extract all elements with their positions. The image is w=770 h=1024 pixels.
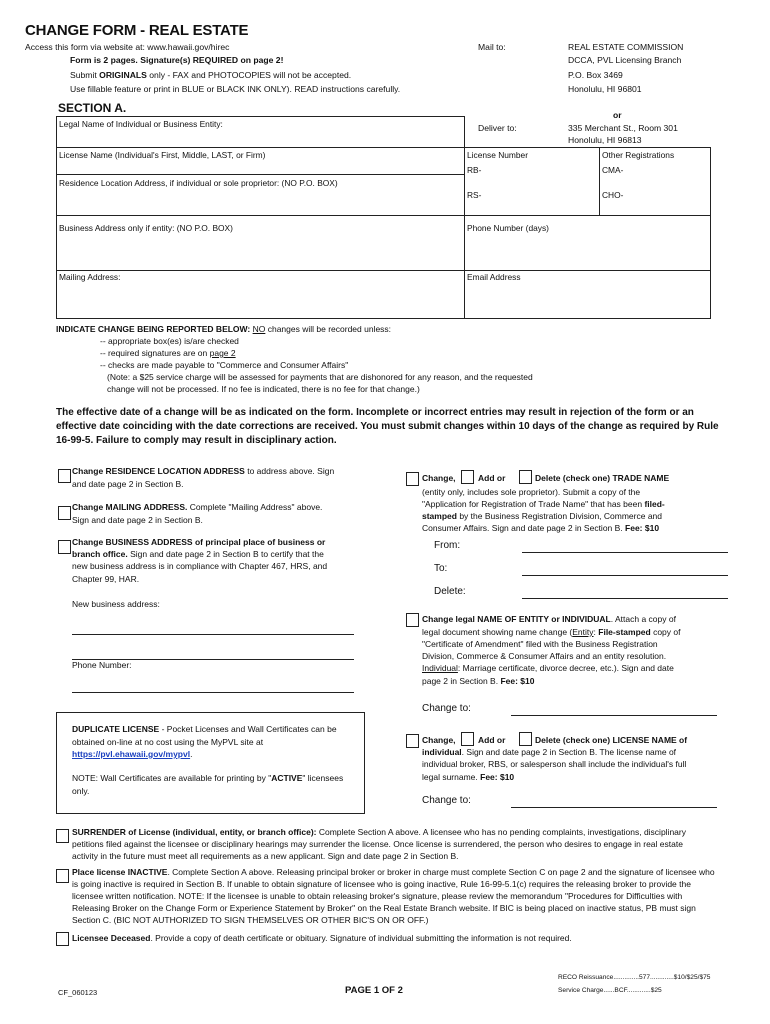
duplicate-license-line: obtained on-line at no cost using the MyPVL site at <box>72 737 264 747</box>
mailing-option-line: Sign and date page 2 in Section B. <box>72 515 203 525</box>
phone-number-label: Phone Number: <box>72 660 132 670</box>
indicate-line: -- required signatures are on page 2 <box>100 348 236 358</box>
inactive-checkbox[interactable] <box>56 869 69 883</box>
mail-line: P.O. Box 3469 <box>568 70 623 80</box>
surrender-line: activity in the future must meet all requirements as a new applicant. Sign and date page 2 in Section B. <box>72 851 459 861</box>
pages-note: Form is 2 pages. Signature(s) REQUIRED on page 2! <box>70 55 284 65</box>
email-label: Email Address <box>467 272 521 282</box>
rs-prefix[interactable]: RS- <box>467 190 482 200</box>
trade-change-label: Change, <box>422 473 456 483</box>
deliver-to-label: Deliver to: <box>478 123 517 133</box>
new-business-line[interactable] <box>72 634 354 635</box>
inactive-line: Section C. (BIC NOT AUTHORIZED TO SIGN THEMSELVES OR OTHER BIC'S ON OR OFF.) <box>72 915 429 925</box>
inactive-line: licensee written notification. NOTE: If the licensee is unable to obtain releasing broker's signature, please review the memorandum "Procedures for Difficulties with <box>72 891 683 901</box>
from-label: From: <box>434 540 461 551</box>
phone-label: Phone Number (days) <box>467 223 549 233</box>
residence-checkbox[interactable] <box>58 469 71 483</box>
wall-cert-note-line: only. <box>72 786 90 796</box>
legal-name-line: "Certificate of Amendment" filed with the Business Registration <box>422 639 658 649</box>
legal-name-line: page 2 in Section B. Fee: $10 <box>422 676 535 686</box>
phone-number-line[interactable] <box>72 692 354 693</box>
deceased-checkbox[interactable] <box>56 932 69 946</box>
access-note: Access this form via website at: www.hawaii.gov/hirec <box>25 42 230 52</box>
mail-line: DCCA, PVL Licensing Branch <box>568 55 682 65</box>
or-label: or <box>613 110 622 120</box>
new-business-label: New business address: <box>72 599 160 609</box>
business-checkbox[interactable] <box>58 540 71 554</box>
residence-option: Change RESIDENCE LOCATION ADDRESS to address above. Sign <box>72 466 335 476</box>
business-option: Change BUSINESS ADDRESS of principal place of business or <box>72 537 326 547</box>
legal-name-option: Change legal NAME OF ENTITY or INDIVIDUAL. Attach a copy of <box>422 614 676 624</box>
trade-add-checkbox[interactable] <box>461 470 474 484</box>
license-add-checkbox[interactable] <box>461 732 474 746</box>
inactive-line: Releasing Broker on the Change Form or Experience Statement by Broker" on the Real Estate Branch website. If BIC is being placed on inactive status, PB must sign <box>72 903 696 913</box>
trade-delete-checkbox[interactable] <box>519 470 532 484</box>
residence-option-line: and date page 2 in Section B. <box>72 479 184 489</box>
trade-change-checkbox[interactable] <box>406 472 419 486</box>
trade-line: "Application for Registration of Trade Name" that has been filed- <box>422 499 665 509</box>
mailing-address-label: Mailing Address: <box>59 272 121 282</box>
originals-note: Submit ORIGINALS only - FAX and PHOTOCOPIES will not be accepted. <box>70 70 352 80</box>
deceased-option: Licensee Deceased. Provide a copy of death certificate or obituary. Signature of individual submitting the information is not required. <box>72 933 572 943</box>
trade-line: Consumer Affairs. Sign and date page 2 in Section B. Fee: $10 <box>422 523 660 533</box>
residence-label: Residence Location Address, if individual or sole proprietor: (NO P.O. BOX) <box>59 178 338 188</box>
other-registrations-label: Other Registrations <box>602 150 675 160</box>
delete-label: Delete: <box>434 586 466 597</box>
mail-to-label: Mail to: <box>478 42 506 52</box>
duplicate-license-text: DUPLICATE LICENSE - Pocket Licenses and Wall Certificates can be <box>72 724 337 734</box>
legal-name-line: Individual: Marriage certificate, divorce decree, etc.). Sign and date <box>422 663 674 673</box>
mailing-checkbox[interactable] <box>58 506 71 520</box>
trade-add-label: Add or <box>478 473 506 483</box>
to-line[interactable] <box>522 575 728 576</box>
mypvl-link[interactable]: https://pvl.ehawaii.gov/mypvl <box>72 749 191 759</box>
reco-fee-line: RECO Reissuance..............577.............$10/$25/$75 <box>558 974 711 981</box>
effective-date-notice: The effective date of a change will be as indicated on the form. Incomplete or incorrect entries may result in rejection of the form or an effective date coinciding with the date corrections are received. You must submit changes within 10 days of the change as required by Rule 16-99-5. Failure to comply may result in disciplinary action. <box>56 407 719 446</box>
deliver-line: 335 Merchant St., Room 301 <box>568 123 678 133</box>
trade-name-label: Delete (check one) TRADE NAME <box>535 473 670 483</box>
from-line[interactable] <box>522 552 728 553</box>
surrender-line: petitions filed against the licensee or disciplinary hearings may surrender the license. Once license is surrendered, the person who desires to engage in real estate <box>72 839 683 849</box>
cma-prefix[interactable]: CMA- <box>602 165 624 175</box>
indicate-line: -- appropriate box(es) is/are checked <box>100 336 239 346</box>
deliver-line: Honolulu, HI 96813 <box>568 135 642 145</box>
indicate-line: -- checks are made payable to "Commerce and Consumer Affairs" <box>100 360 349 370</box>
indicate-line: (Note: a $25 service charge will be assessed for payments that are dishonored for any reason, and the requested <box>107 372 533 382</box>
license-name-label: License Name (Individual's First, Middle, LAST, or Firm) <box>59 150 266 160</box>
form-title: CHANGE FORM - REAL ESTATE <box>25 22 249 39</box>
indicate-heading: INDICATE CHANGE BEING REPORTED BELOW: NO changes will be recorded unless: <box>56 324 392 334</box>
business-option-line: new business address is in compliance with Chapter 467, HRS, and <box>72 561 328 571</box>
legal-name-line: Division, Commerce & Consumer Affairs and an entity resolution. <box>422 651 667 661</box>
mypvl-link-line: https://pvl.ehawaii.gov/mypvl. <box>72 749 193 759</box>
form-code: CF_060123 <box>58 988 98 997</box>
license-number-label: License Number <box>467 150 528 160</box>
license-change-label: Change, <box>422 735 456 745</box>
indicate-line: change will not be processed. If no fee is indicated, there is no fee for that change.) <box>107 384 420 394</box>
legal-change-to-line[interactable] <box>511 715 717 716</box>
business-address-label: Business Address only if entity: (NO P.O. BOX) <box>59 223 233 233</box>
legal-name-label: Legal Name of Individual or Business Entity: <box>59 119 223 129</box>
legal-name-checkbox[interactable] <box>406 613 419 627</box>
cho-prefix[interactable]: CHO- <box>602 190 624 200</box>
mailing-option: Change MAILING ADDRESS. Complete "Mailing Address" above. <box>72 502 323 512</box>
license-change-to-line[interactable] <box>511 807 717 808</box>
legal-change-to-label: Change to: <box>422 703 471 714</box>
wall-cert-note: NOTE: Wall Certificates are available for printing by "ACTIVE" licensees <box>72 773 344 783</box>
license-name-label: Delete (check one) LICENSE NAME of <box>535 735 688 745</box>
fillable-note: Use fillable feature or print in BLUE or BLACK INK ONLY). READ instructions carefully. <box>70 84 401 94</box>
section-a-heading: SECTION A. <box>58 101 127 115</box>
license-change-checkbox[interactable] <box>406 734 419 748</box>
license-change-to-label: Change to: <box>422 795 471 806</box>
inactive-line: is going inactive is required in Section B. If unable to obtain signature of licensee who is going inactive, Rule 16-99-5.1(c) requires the releasing broker to provide the <box>72 879 691 889</box>
mail-line: Honolulu, HI 96801 <box>568 84 642 94</box>
business-option-line: Chapter 99, HAR. <box>72 574 140 584</box>
service-charge-line: Service Charge......BCF.............$25 <box>558 987 662 994</box>
license-line: individual broker, RBS, or salesperson shall include the individual's full <box>422 759 687 769</box>
license-line: individual. Sign and date page 2 in Section B. The license name of <box>422 747 677 757</box>
mail-line: REAL ESTATE COMMISSION <box>568 42 684 52</box>
license-line: legal surname. Fee: $10 <box>422 772 515 782</box>
delete-line[interactable] <box>522 598 728 599</box>
license-delete-checkbox[interactable] <box>519 732 532 746</box>
surrender-option: SURRENDER of License (individual, entity, or branch office): Complete Section A above. A licensee who has no pending complaints, investigations, disciplinary <box>72 827 686 837</box>
license-add-label: Add or <box>478 735 506 745</box>
inactive-option: Place license INACTIVE. Complete Section A above. Releasing principal broker or broker in charge must complete Section C on page 2 and the signature of licensee who <box>72 867 715 877</box>
surrender-checkbox[interactable] <box>56 829 69 843</box>
page-number: PAGE 1 OF 2 <box>345 985 403 996</box>
rb-prefix[interactable]: RB- <box>467 165 482 175</box>
business-option-line: branch office. Sign and date page 2 in Section B to certify that the <box>72 549 324 559</box>
to-label: To: <box>434 563 448 574</box>
legal-name-line: legal document showing name change (Entity: File-stamped copy of <box>422 627 681 637</box>
trade-line: (entity only, includes sole proprietor). Submit a copy of the <box>422 487 641 497</box>
trade-line: stamped by the Business Registration Division, Commerce and <box>422 511 663 521</box>
